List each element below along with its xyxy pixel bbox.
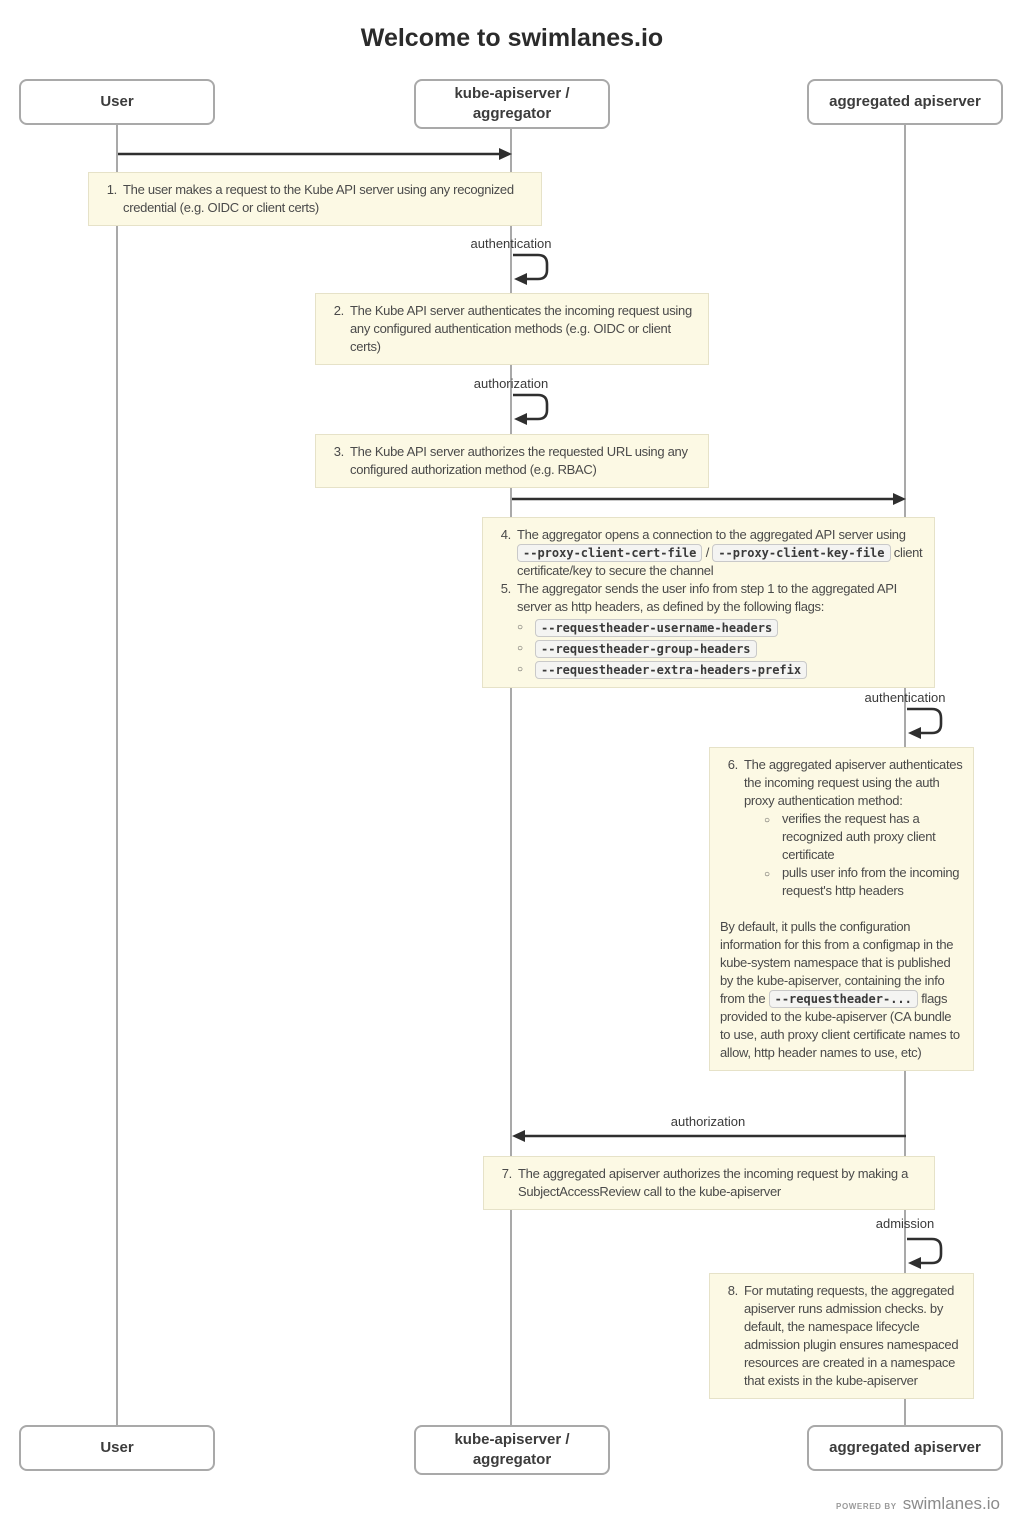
actor-label: User xyxy=(100,93,134,110)
bullet-icon: ○ xyxy=(517,664,523,675)
arrowhead-right-icon xyxy=(893,493,906,505)
note-1-marker: 1. xyxy=(106,182,117,197)
label-admission-aggregated: admission xyxy=(875,1216,935,1231)
flag-row xyxy=(517,619,924,637)
actor-label-line2: aggregator xyxy=(472,105,552,122)
actor-top-kube-apiserver xyxy=(414,79,610,129)
label-authorization-kube: authorization xyxy=(473,376,549,391)
note-6-seg3: flags provided to the kube-apiserver (CA bundle to use, auth proxy client certificate names to allow, http header names to use, etc) xyxy=(720,991,960,1060)
arrow-aggregated-to-kube xyxy=(512,1128,906,1144)
note-3-marker: 3. xyxy=(333,444,344,459)
actor-label: aggregated apiserver xyxy=(829,1439,981,1456)
actor-label-line2: aggregator xyxy=(472,1451,552,1468)
code-requestheader-ellipsis: --requestheader-... xyxy=(769,990,918,1008)
actor-label: User xyxy=(100,1439,134,1456)
note-8 xyxy=(709,1273,974,1399)
actor-label-line1: kube-apiserver / xyxy=(454,85,570,102)
note-1-text: The user makes a request to the Kube API server using any recognized credential (e.g. OIDC or client certs) xyxy=(123,182,514,215)
note-4-seg2: / xyxy=(702,545,713,560)
note-6-bullet-2: ○ pulls user info from the incoming request's http headers xyxy=(764,865,960,898)
note-1 xyxy=(88,172,542,226)
self-loop-authorization-kube-icon xyxy=(512,392,552,426)
flag-row xyxy=(517,661,924,679)
note-4-seg1: The aggregator opens a connection to the aggregated API server using xyxy=(517,527,906,542)
note-2 xyxy=(315,293,709,365)
note-5-seg1: The aggregator sends the user info from step 1 to the aggregated API server as http headers, as defined by the following flags: xyxy=(517,581,897,614)
note-6-seg2: By default, it pulls the configuration information for this from a configmap in the kube-system namespace that is published by the kube-apiserver, containing the info from the xyxy=(720,919,954,1006)
actor-bottom-kube-apiserver xyxy=(414,1425,610,1475)
note-6 xyxy=(709,747,974,1071)
arrow-user-to-kube xyxy=(118,146,512,162)
arrowhead-right-icon xyxy=(499,148,512,160)
note-7 xyxy=(483,1156,935,1210)
bullet-icon: ○ xyxy=(517,643,523,654)
label-authorization-message: authorization xyxy=(670,1114,746,1129)
note-5-text xyxy=(517,580,924,679)
self-loop-authentication-aggregated-icon xyxy=(906,706,946,740)
self-loop-admission-aggregated-icon xyxy=(906,1236,946,1270)
powered-by-label: POWERED BY xyxy=(836,1502,897,1511)
note-6-seg1: The aggregated apiserver authenticates the incoming request using the auth proxy authentication method: xyxy=(744,757,963,808)
diagram-title: Welcome to swimlanes.io xyxy=(360,24,664,52)
note-6-bullet-1: ○ verifies the request has a recognized auth proxy client certificate xyxy=(764,811,936,862)
actor-top-user xyxy=(19,79,215,125)
note-3-text: The Kube API server authorizes the requested URL using any configured authorization method (e.g. RBAC) xyxy=(350,444,688,477)
note-4-text xyxy=(517,526,924,580)
note-6-text xyxy=(744,756,963,900)
note-4-marker: 4. xyxy=(500,527,511,542)
label-authentication-aggregated: authentication xyxy=(864,690,946,705)
self-loop-authentication-kube-icon xyxy=(512,252,552,286)
code-requestheader-extra-headers-prefix: --requestheader-extra-headers-prefix xyxy=(535,661,807,679)
note-6-paragraph xyxy=(720,918,963,1062)
note-7-marker: 7. xyxy=(501,1166,512,1181)
note-8-text: For mutating requests, the aggregated apiserver runs admission checks. by default, the namespace lifecycle admission plugin ensures namespaced resources are created in a namespace that exists in the kube-apiserver xyxy=(744,1283,959,1388)
note-2-marker: 2. xyxy=(333,303,344,318)
code-proxy-client-key-file: --proxy-client-key-file xyxy=(712,544,890,562)
actor-bottom-aggregated-apiserver xyxy=(807,1425,1003,1471)
lifeline-user xyxy=(116,125,118,1425)
code-requestheader-username-headers: --requestheader-username-headers xyxy=(535,619,778,637)
label-authentication-kube: authentication xyxy=(470,236,552,251)
note-4-seg3: client certificate/key to secure the channel xyxy=(517,545,923,578)
footer-brand xyxy=(836,1494,1000,1514)
swimlanes-logo-text: swimlanes.io xyxy=(902,1494,1000,1513)
note-2-text: The Kube API server authenticates the incoming request using any configured authentication methods (e.g. OIDC or client certs) xyxy=(350,303,692,354)
note-6-marker: 6. xyxy=(727,757,738,772)
actor-label-line1: kube-apiserver / xyxy=(454,1431,570,1448)
arrowhead-left-icon xyxy=(512,1130,525,1142)
actor-bottom-user xyxy=(19,1425,215,1471)
actor-label: aggregated apiserver xyxy=(829,93,981,110)
arrow-kube-to-aggregated xyxy=(512,491,906,507)
bullet-icon: ○ xyxy=(764,869,770,880)
note-4-5 xyxy=(482,517,935,688)
note-7-text: The aggregated apiserver authorizes the incoming request by making a SubjectAccessReview call to the kube-apiserver xyxy=(518,1166,909,1199)
note-5-marker: 5. xyxy=(500,581,511,596)
code-proxy-client-cert-file: --proxy-client-cert-file xyxy=(517,544,702,562)
actor-top-aggregated-apiserver xyxy=(807,79,1003,125)
bullet-icon: ○ xyxy=(517,622,523,633)
note-3 xyxy=(315,434,709,488)
flag-row xyxy=(517,640,924,658)
note-8-marker: 8. xyxy=(727,1283,738,1298)
bullet-icon: ○ xyxy=(764,815,770,826)
code-requestheader-group-headers: --requestheader-group-headers xyxy=(535,640,757,658)
